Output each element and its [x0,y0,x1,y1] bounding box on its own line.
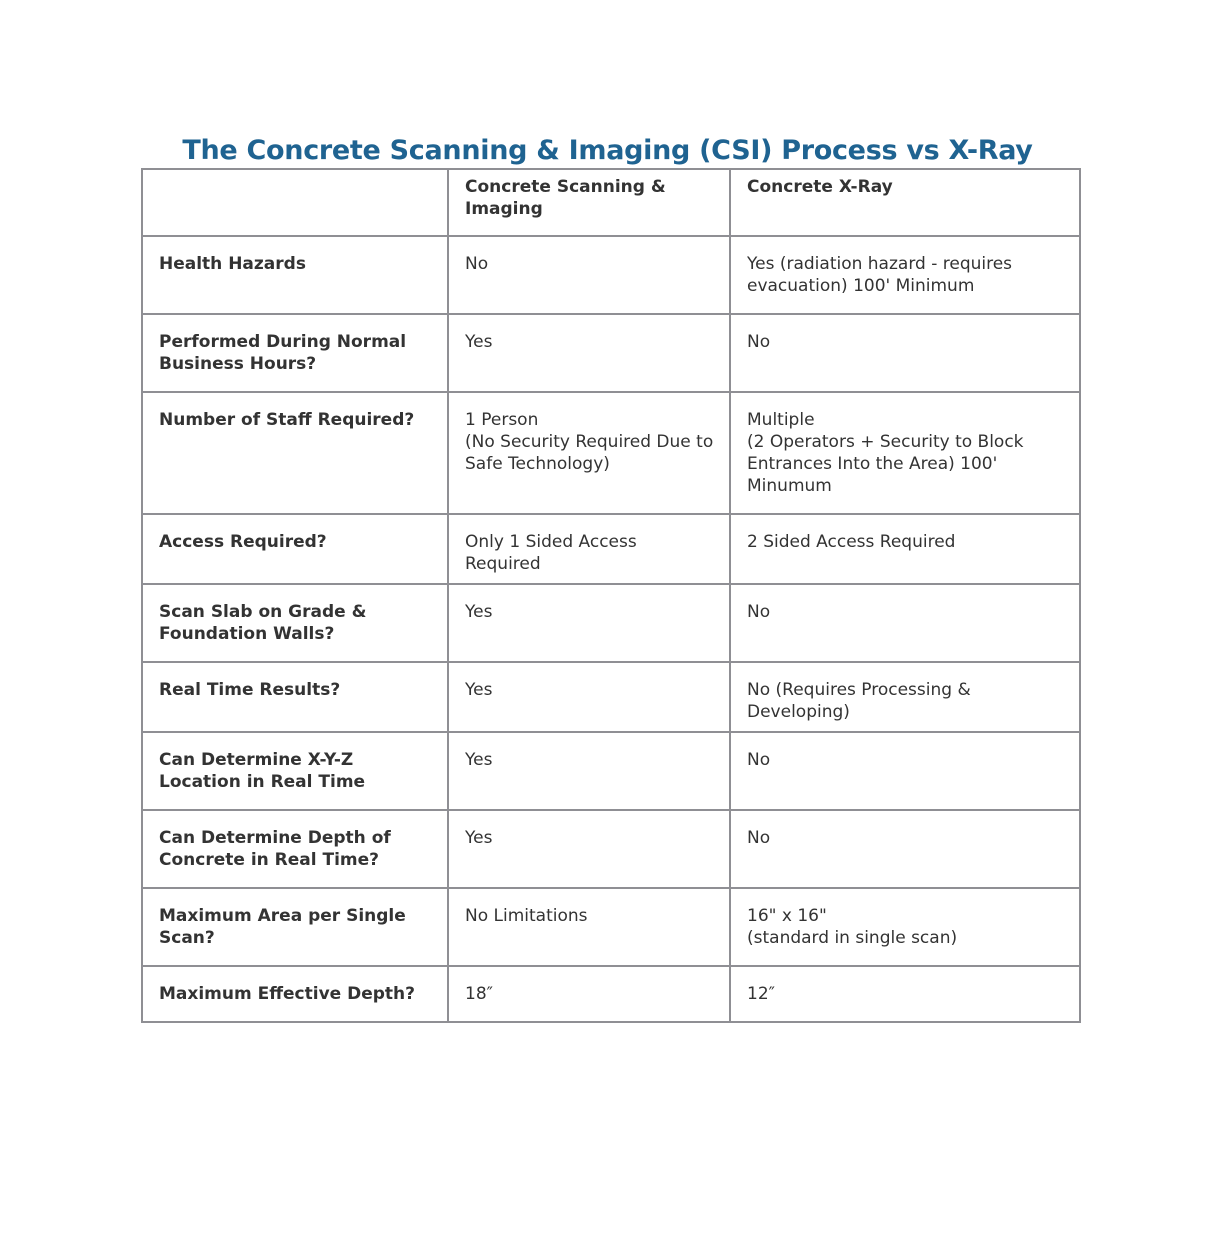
table-row [142,732,1080,810]
xray-value: No [730,732,1080,810]
row-label: Scan Slab on Grade & Foundation Walls? [142,584,448,662]
xray-value: No [730,810,1080,888]
row-label: Health Hazards [142,236,448,314]
table-row [142,236,1080,314]
table-row [142,888,1080,966]
xray-value: No (Requires Processing & Developing) [730,662,1080,732]
csi-value: 18″ [448,966,730,1022]
table-row [142,584,1080,662]
table-row [142,514,1080,584]
csi-value: Yes [448,810,730,888]
table-header-row [142,169,1080,236]
row-label: Access Required? [142,514,448,584]
xray-value: 2 Sided Access Required [730,514,1080,584]
xray-value: Multiple (2 Operators + Security to Block Entrances Into the Area) 100' Minumum [730,392,1080,514]
row-label: Performed During Normal Business Hours? [142,314,448,392]
table-row [142,966,1080,1022]
xray-value: 12″ [730,966,1080,1022]
csi-value: Only 1 Sided Access Required [448,514,730,584]
table-row [142,810,1080,888]
xray-value: 16" x 16" (standard in single scan) [730,888,1080,966]
row-label: Number of Staff Required? [142,392,448,514]
row-label: Real Time Results? [142,662,448,732]
csi-value: 1 Person (No Security Required Due to Safe Technology) [448,392,730,514]
csi-value: No [448,236,730,314]
csi-value: Yes [448,732,730,810]
csi-value: No Limitations [448,888,730,966]
csi-value: Yes [448,662,730,732]
header-cell-csi: Concrete Scanning & Imaging [448,169,730,236]
csi-value: Yes [448,584,730,662]
comparison-table [141,168,1081,1023]
row-label: Can Determine Depth of Concrete in Real Time? [142,810,448,888]
table-row [142,392,1080,514]
row-label: Maximum Effective Depth? [142,966,448,1022]
row-label: Maximum Area per Single Scan? [142,888,448,966]
xray-value: No [730,314,1080,392]
header-cell-xray: Concrete X-Ray [730,169,1080,236]
csi-value: Yes [448,314,730,392]
xray-value: No [730,584,1080,662]
table-row [142,314,1080,392]
document-title: The Concrete Scanning & Imaging (CSI) Process vs X-Ray [182,135,1033,166]
header-cell-empty [142,169,448,236]
xray-value: Yes (radiation hazard - requires evacuation) 100' Minimum [730,236,1080,314]
table-row [142,662,1080,732]
row-label: Can Determine X-Y-Z Location in Real Time [142,732,448,810]
